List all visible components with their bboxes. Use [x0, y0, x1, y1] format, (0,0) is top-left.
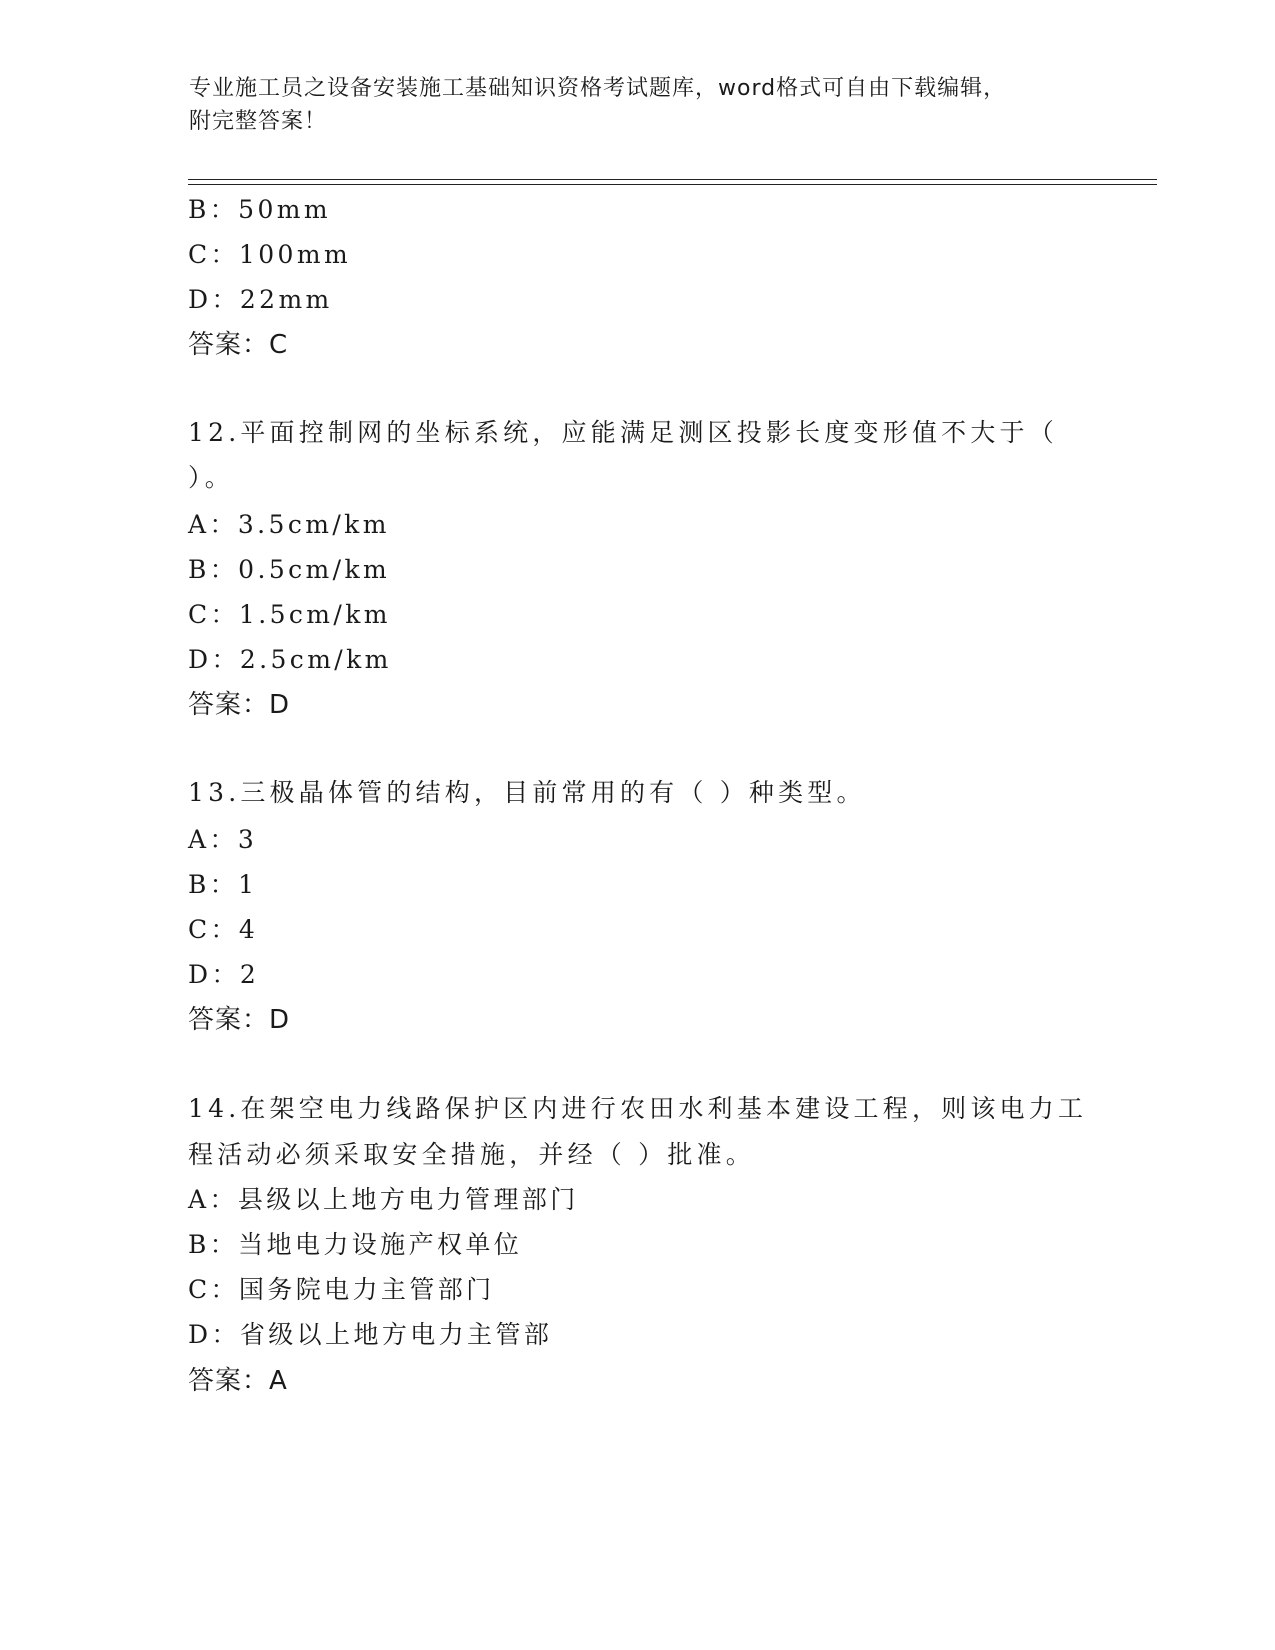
q14-option-d: D：省级以上地方电力主管部 [188, 1320, 553, 1349]
document-header [189, 72, 1089, 138]
q13-option-d: D：2 [188, 960, 260, 989]
q13-option-c: C：4 [188, 915, 259, 944]
q14-option-b: B：当地电力设施产权单位 [188, 1230, 523, 1259]
q11-answer: 答案：C [188, 330, 289, 360]
q13-option-b: B：1 [188, 870, 258, 899]
q14-option-a: A：县级以上地方电力管理部门 [188, 1185, 579, 1214]
q12-option-d: D：2.5cm/km [188, 645, 392, 674]
q11-option-b: B：50mm [188, 195, 331, 224]
q13-option-a: A：3 [188, 825, 258, 854]
header-title-line-2: 附完整答案！ [189, 109, 328, 134]
q14-stem-line-2: 程活动必须采取安全措施，并经（ ）批准。 [188, 1140, 755, 1169]
q11-option-d: D：22mm [188, 285, 333, 314]
q12-stem-line-2: ）。 [188, 463, 234, 492]
header-divider-top [188, 179, 1157, 180]
q12-stem-line-1: 12.平面控制网的坐标系统，应能满足测区投影长度变形值不大于（ [188, 418, 1058, 447]
q14-stem-line-1: 14.在架空电力线路保护区内进行农田水利基本建设工程，则该电力工 [188, 1094, 1088, 1123]
header-divider-bottom [188, 184, 1157, 185]
header-title-line-1: 专业施工员之设备安装施工基础知识资格考试题库，word格式可自由下载编辑， [189, 76, 1007, 101]
q11-option-c: C：100mm [188, 240, 352, 269]
q13-answer: 答案：D [188, 1005, 291, 1035]
q12-option-c: C：1.5cm/km [188, 600, 391, 629]
q14-option-c: C：国务院电力主管部门 [188, 1275, 495, 1304]
q12-answer: 答案：D [188, 690, 291, 720]
q12-option-a: A：3.5cm/km [188, 510, 390, 539]
q13-stem-line-1: 13.三极晶体管的结构，目前常用的有（ ）种类型。 [188, 778, 866, 807]
q14-answer: 答案：A [188, 1366, 288, 1396]
q12-option-b: B：0.5cm/km [188, 555, 391, 584]
